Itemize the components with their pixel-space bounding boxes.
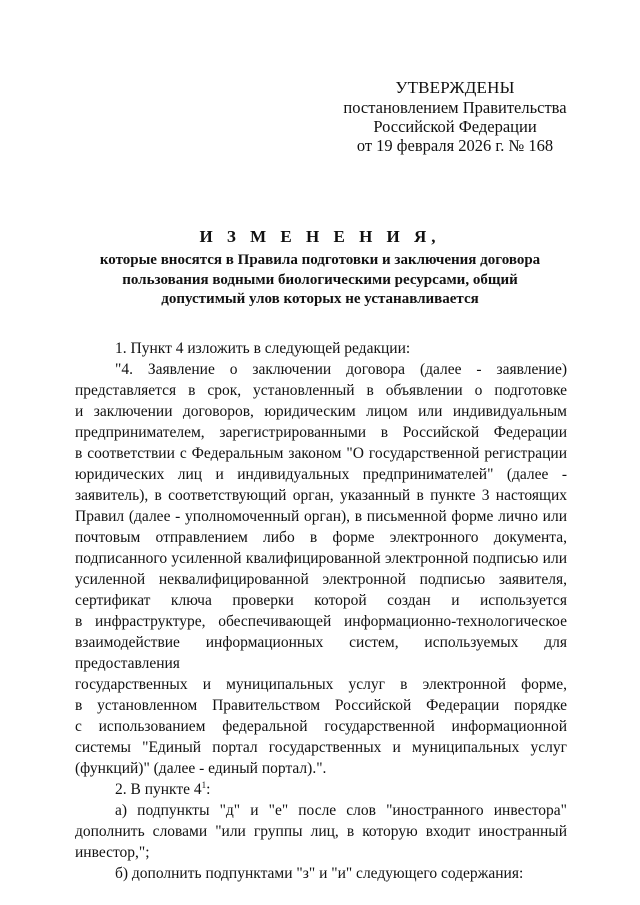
text-line: "4. Заявление о заключении договора (далее - заявление): [115, 361, 567, 378]
text-line: и заключении договоров, юридическим лицом или индивидуальным: [75, 403, 567, 420]
text-line: в соответствии с Федеральным законом "О государственной регистрации: [75, 445, 567, 462]
point-2-text: 2. В пункте 4: [115, 781, 202, 798]
text-line: в установленном Правительством Российской Федерации порядке: [75, 697, 567, 714]
text-line: усиленной неквалифицированной электронной подписью заявителя,: [75, 571, 567, 588]
text-line: Правил (далее - уполномоченный орган), в письменной форме лично или: [75, 508, 567, 525]
approval-date-line: от 19 февраля 2026 г. № 168: [356, 136, 554, 155]
text-line: инвестор,";: [75, 844, 150, 861]
paragraph-point-1: 1. Пункт 4 изложить в следующей редакции:: [115, 340, 411, 357]
text-line: системы "Единый портал государственных и муниципальных услуг: [75, 739, 567, 756]
point-2-superscript: 1: [201, 779, 207, 790]
document-title: И З М Е Н Е Н И Я,: [199, 227, 441, 246]
approval-heading: УТВЕРЖДЕНЫ: [395, 78, 515, 97]
text-line: заявитель), в соответствующий орган, указанный в пункте 3 настоящих: [75, 487, 567, 504]
subtitle-line: допустимый улов которых не устанавливается: [161, 291, 479, 307]
subtitle-line: которые вносятся в Правила подготовки и заключения договора: [99, 252, 541, 268]
subpoint-a: а) подпункты "д" и "е" после слов "иностранного инвестора": [115, 802, 567, 819]
document-title-block: [60, 226, 580, 310]
text-line: почтовым отправлением либо в форме электронного документа,: [75, 529, 567, 546]
paragraph-point-2: [75, 779, 567, 800]
text-line: (функций)" (далее - единый портал).".: [75, 760, 327, 777]
subtitle-line: пользования водными биологическими ресурсами, общий: [122, 271, 518, 288]
text-line: взаимодействие информационных систем, используемых для предоставления: [75, 634, 567, 672]
text-line: с использованием федеральной государственной информационной: [75, 718, 567, 735]
text-line: дополнить словами "или группы лиц, в которую входит иностранный: [75, 823, 567, 840]
text-line: государственных и муниципальных услуг в электронной форме,: [75, 676, 567, 693]
text-line: сертификат ключа проверки которой создан и используется: [75, 592, 567, 609]
text-line: представляется в срок, установленный в объявлении о подготовке: [75, 382, 567, 399]
document-subtitle: [60, 251, 580, 310]
text-line: юридических лиц и индивидуальных предпринимателей" (далее -: [75, 466, 567, 483]
subpoint-b: б) дополнить подпунктами "з" и "и" следующего содержания:: [115, 865, 524, 882]
approval-line: Российской Федерации: [373, 117, 537, 136]
text-line: предпринимателем, зарегистрированными в Российской Федерации: [75, 424, 567, 441]
document-body: [75, 338, 567, 884]
approval-block: [330, 78, 580, 155]
point-2-colon: :: [206, 781, 211, 798]
text-line: в инфраструктуре, обеспечивающей информационно-технологическое: [75, 613, 567, 630]
approval-line: постановлением Правительства: [343, 98, 567, 117]
text-line: подписанного усиленной квалифицированной электронной подписью или: [75, 550, 567, 567]
